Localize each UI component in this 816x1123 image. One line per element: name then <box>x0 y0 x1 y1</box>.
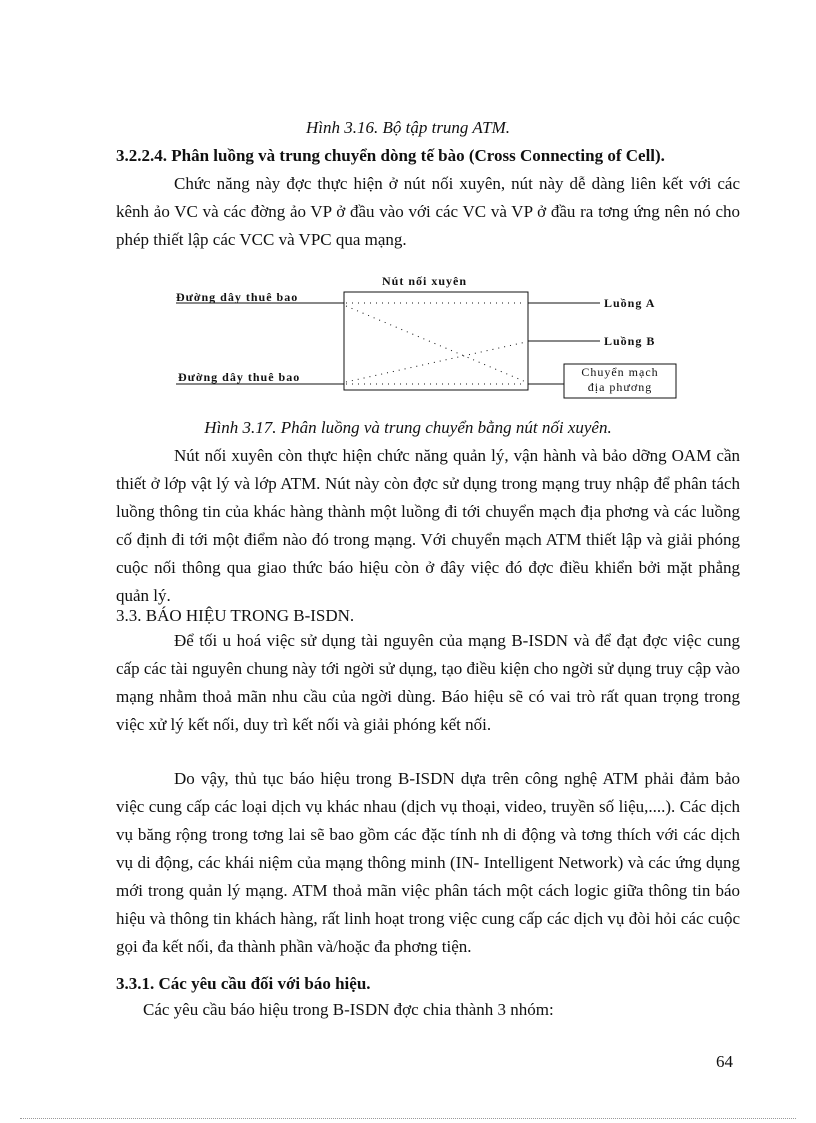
section-heading-3-3-1: 3.3.1. Các yêu cầu đối với báo hiệu. <box>116 974 371 993</box>
node-function-paragraph: Nút nối xuyên còn thực hiện chức năng quản lý, vận hành và bảo dỡng OAM cần thiết ở lớp vật lý và lớp ATM. Nút này còn đợc sử dụng trong mạng truy nhập để phân tách luồng thông tin của khác hàng thành một luồng đi tới chuyển mạch địa phơng và các luồng cố định đi tới một điểm nào đó trong mạng. Với chuyển mạch ATM thiết lập và giải phóng cuộc nối thông qua giao thức báo hiệu còn ở đây việc đó đợc điều khiển bởi mặt phẳng quản lý. <box>116 446 740 605</box>
cross-connect-diagram <box>170 270 690 402</box>
figure-3-16-caption: Hình 3.16. Bộ tập trung ATM. <box>305 118 510 137</box>
subscriber-line-bottom-label: Đường dây thuê bao <box>178 370 301 384</box>
subscriber-line-top-label: Đường dây thuê bao <box>176 290 299 304</box>
section-3-2-2-4-paragraph: Chức năng này đợc thực hiện ở nút nối xuyên, nút này dễ dàng liên kết với các kênh ảo VC và các đờng ảo VP ở đầu vào với các VC và VP ở đầu ra tơng ứng nên nó cho phép thiết lập các VCC và VPC qua mạng. <box>116 174 740 249</box>
section-3-3-paragraph-2: Do vậy, thủ tục báo hiệu trong B-ISDN dựa trên công nghệ ATM phải đảm bảo việc cung cấp các loại dịch vụ khác nhau (dịch vụ thoại, video, truyền số liệu,....). Các dịch vụ băng rộng trong tơng lai sẽ bao gồm các đặc tính nh di động và tơng thích với các dịch vụ di động, các khái niệm của mạng thông minh (IN- Intelligent Network) và các ứng dụng mới trong quản lý mạng. ATM thoả mãn việc phân tách một cách logic giữa thông tin báo hiệu và thông tin khách hàng, rất linh hoạt trong việc cung cấp các dịch vụ đòi hỏi các cuộc gọi đa kết nối, đa thành phần và/hoặc đa phơng tiện. <box>116 769 740 956</box>
stream-a-label: Luồng A <box>604 296 656 310</box>
local-switch-label <box>564 365 676 395</box>
path-top-diagonal <box>346 306 526 382</box>
section-3-3-1-paragraph: Các yêu cầu báo hiệu trong B-ISDN đợc chia thành 3 nhóm: <box>143 1000 554 1019</box>
node-box <box>344 292 528 390</box>
stream-b-label: Luồng B <box>604 334 656 348</box>
path-bottom-diagonal <box>346 342 526 382</box>
footer-divider <box>20 1118 796 1119</box>
local-switch-label-line2: địa phương <box>587 380 653 394</box>
section-3-3-paragraph-1: Để tối u hoá việc sử dụng tài nguyên của mạng B-ISDN và để đạt đợc việc cung cấp các tài nguyên chung này tới ngời sử dụng, tạo điều kiện cho ngời sử dụng truy cập vào mạng nhằm thoả mãn nhu cầu của ngời dùng. Báo hiệu sẽ có vai trò rất quan trọng trong việc xử lý kết nối, duy trì kết nối và giải phóng kết nối. <box>116 631 740 734</box>
local-switch-label-line1: Chuyển mạch <box>581 365 659 379</box>
figure-3-17-caption: Hình 3.17. Phân luồng và trung chuyển bằng nút nối xuyên. <box>204 418 612 437</box>
section-heading-3-2-2-4: 3.2.2.4. Phân luồng và trung chuyển dòng tế bào (Cross Connecting of Cell). <box>116 146 665 165</box>
section-heading-3-3: 3.3. BÁO HIỆU TRONG B-ISDN. <box>116 606 355 625</box>
node-title: Nút nối xuyên <box>382 274 468 288</box>
page-number: 64 <box>716 1052 733 1071</box>
